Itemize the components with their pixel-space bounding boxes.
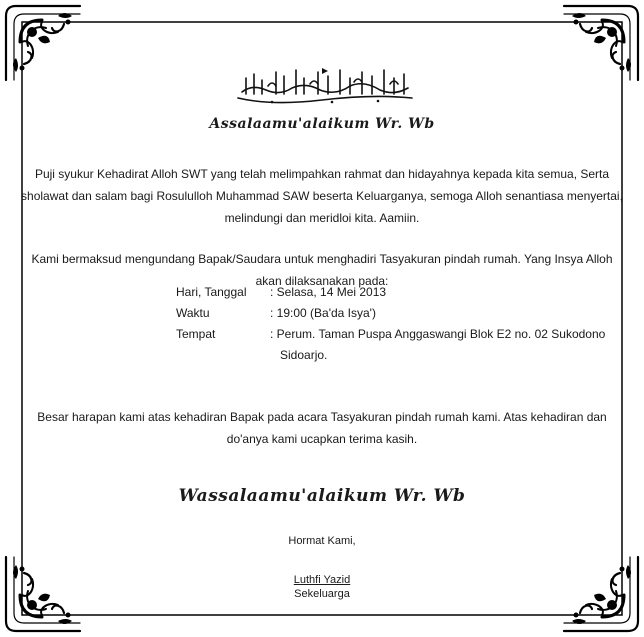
- signature-name: Luthfi Yazid: [293, 574, 351, 586]
- detail-row-date: [176, 282, 625, 303]
- detail-value: Sidoarjo.: [280, 348, 328, 362]
- ornamental-corner-icon: [560, 2, 642, 84]
- detail-label: Hari, Tanggal: [176, 285, 247, 299]
- salam-closing: Wassalaamu'alaikum Wr. Wb: [178, 486, 466, 506]
- salam-opening: Assalaamu'alaikum Wr. Wb: [209, 116, 435, 132]
- ornamental-corner-icon: [2, 2, 84, 84]
- detail-value: : 19:00 (Ba'da Isya'): [270, 306, 376, 320]
- detail-label: Tempat: [176, 327, 216, 341]
- detail-label: Waktu: [176, 306, 210, 320]
- paragraph-gratitude: Puji syukur Kehadirat Alloh SWT yang telah melimpahkan rahmat dan hidayahnya kepada kita semua, Serta sholawat dan salam bagi Rosululloh Muhammad SAW beserta Keluarganya, semoga Alloh senantiasa menyertai, melindungi dan meridloi kita. Aamiin.: [21, 167, 623, 225]
- detail-value: : Selasa, 14 Mei 2013: [270, 285, 387, 299]
- closing-regards: Hormat Kami,: [288, 535, 356, 547]
- detail-value: : Perum. Taman Puspa Anggaswangi Blok E2 no. 02 Sukodono: [270, 327, 606, 341]
- paragraph-hope: Besar harapan kami atas kehadiran Bapak pada acara Tasyakuran pindah rumah kami. Atas kehadiran dan do'anya kami ucapkan terima kasih.: [37, 410, 607, 446]
- detail-row-place: [176, 324, 625, 345]
- detail-label: [176, 345, 270, 366]
- paragraph-invitation: Kami bermaksud mengundang Bapak/Saudara untuk menghadiri Tasyakuran pindah rumah. Yang Insya Alloh akan dilaksanakan pada:: [31, 252, 613, 288]
- detail-row-place-cont: [176, 345, 625, 366]
- event-details: [176, 282, 625, 366]
- bismillah-calligraphy: [232, 64, 417, 108]
- signature-family: Sekeluarga: [294, 588, 350, 600]
- detail-row-time: [176, 303, 625, 324]
